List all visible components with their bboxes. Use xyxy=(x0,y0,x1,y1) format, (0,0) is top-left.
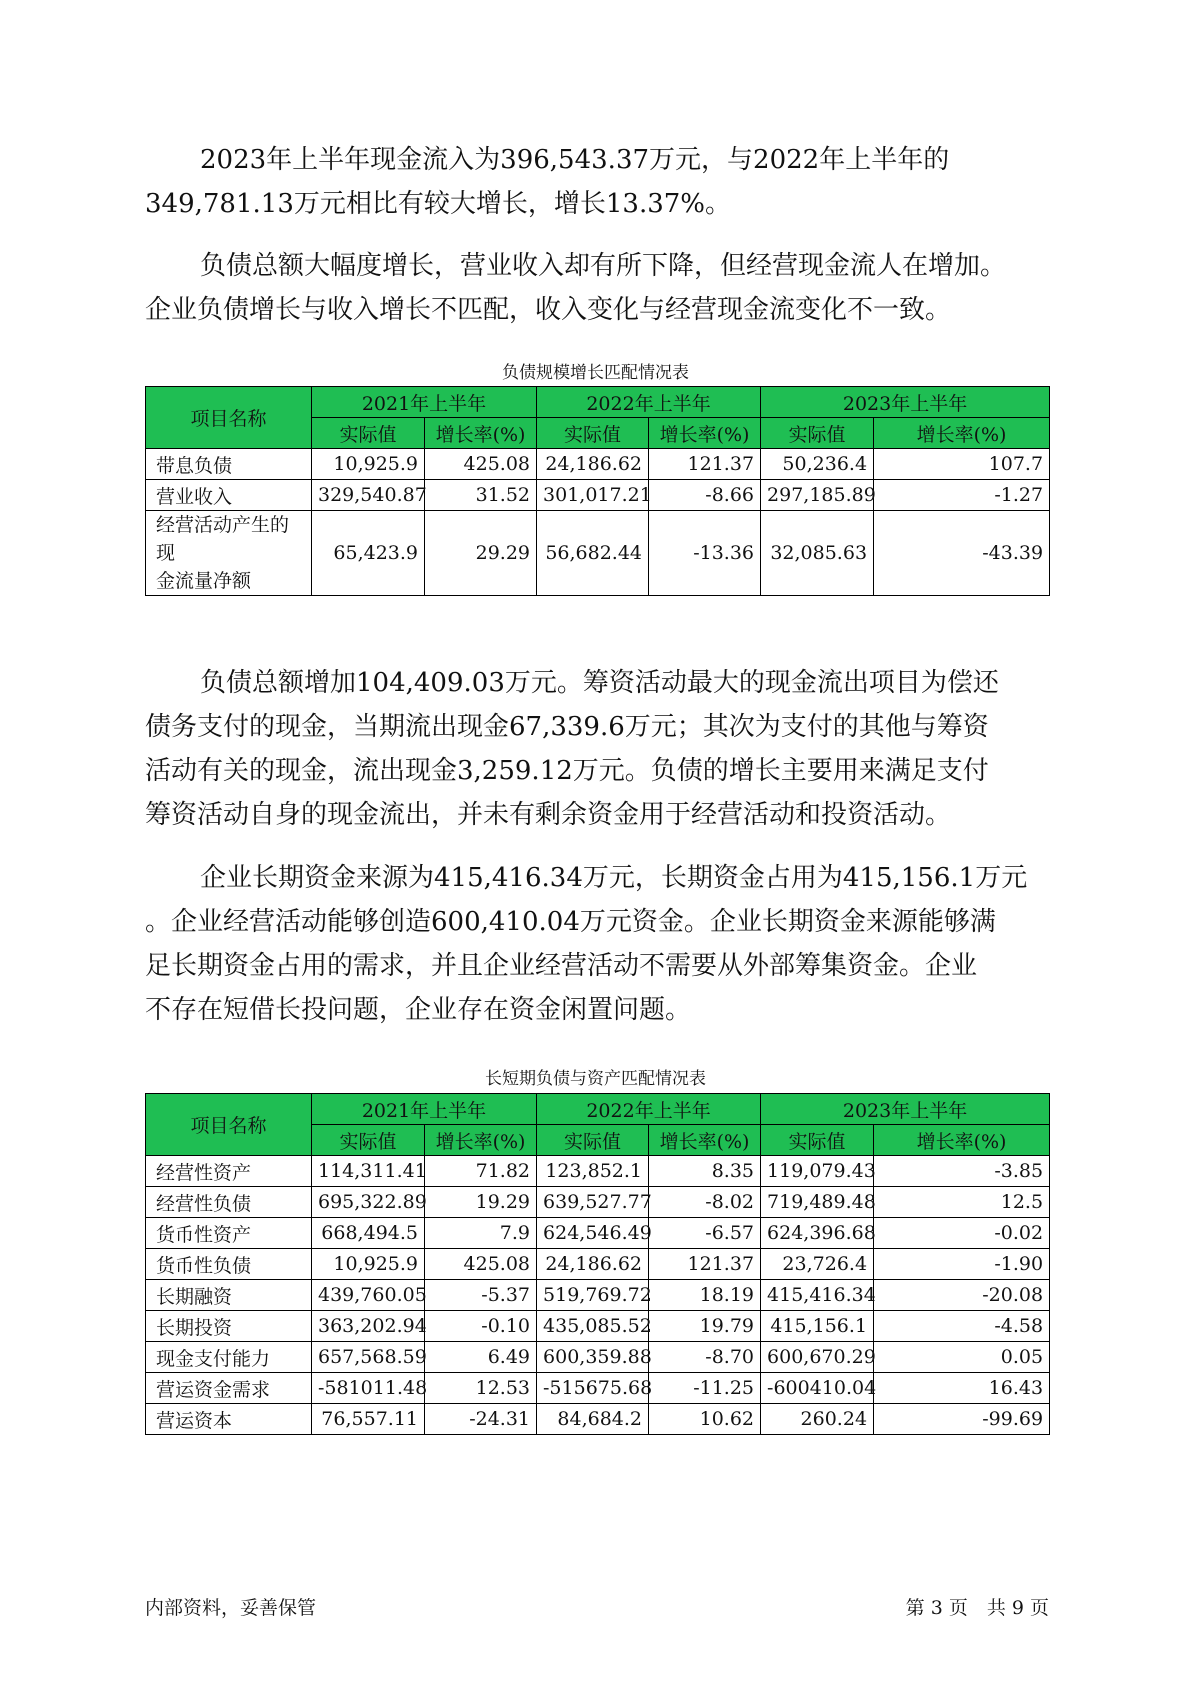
cell-value: 600,359.88 xyxy=(537,1342,649,1373)
header-actual: 实际值 xyxy=(537,1125,649,1156)
cell-value: 329,540.87 xyxy=(312,480,425,511)
table-row xyxy=(146,1311,1050,1342)
cell-value: -11.25 xyxy=(649,1373,761,1404)
paragraph-line: 活动有关的现金，流出现金3,259.12万元。负债的增长主要用来满足支付 xyxy=(145,756,989,786)
cell-value: 24,186.62 xyxy=(537,1249,649,1280)
cell-value: 695,322.89 xyxy=(312,1187,425,1218)
table2-caption: 长短期负债与资产匹配情况表 xyxy=(485,1069,706,1089)
cell-value: 415,156.1 xyxy=(761,1311,874,1342)
header-growth: 增长率(%) xyxy=(874,418,1050,449)
table-row xyxy=(146,449,1050,480)
paragraph-cash-inflow xyxy=(145,138,1065,226)
cell-value: 123,852.1 xyxy=(537,1156,649,1187)
table-row xyxy=(146,1373,1050,1404)
footer-confidential-note: 内部资料，妥善保管 xyxy=(145,1597,317,1619)
cell-value: 719,489.48 xyxy=(761,1187,874,1218)
header-actual: 实际值 xyxy=(761,1125,874,1156)
cell-value: 519,769.72 xyxy=(537,1280,649,1311)
header-growth: 增长率(%) xyxy=(425,1125,537,1156)
row-label: 营运资金需求 xyxy=(146,1373,312,1404)
paragraph-line: 349,781.13万元相比有较大增长，增长13.37%。 xyxy=(145,189,732,219)
header-growth: 增长率(%) xyxy=(649,1125,761,1156)
cell-value: 19.79 xyxy=(649,1311,761,1342)
cell-value: 425.08 xyxy=(425,449,537,480)
cell-value: -0.02 xyxy=(874,1218,1050,1249)
cell-value: -8.70 xyxy=(649,1342,761,1373)
cell-value: -24.31 xyxy=(425,1404,537,1435)
row-label: 货币性负债 xyxy=(146,1249,312,1280)
cell-value: 114,311.41 xyxy=(312,1156,425,1187)
cell-value: -8.66 xyxy=(649,480,761,511)
cell-value: 12.53 xyxy=(425,1373,537,1404)
row-label: 货币性资产 xyxy=(146,1218,312,1249)
row-label-line: 经营活动产生的现 xyxy=(156,514,290,564)
cell-value: -43.39 xyxy=(874,511,1050,596)
header-period: 2021年上半年 xyxy=(312,1094,537,1125)
row-label: 现金支付能力 xyxy=(146,1342,312,1373)
row-label: 经营性资产 xyxy=(146,1156,312,1187)
cell-value: 119,079.43 xyxy=(761,1156,874,1187)
table-row xyxy=(146,1156,1050,1187)
header-item-name: 项目名称 xyxy=(146,1094,312,1156)
cell-value: -5.37 xyxy=(425,1280,537,1311)
cell-value: 121.37 xyxy=(649,449,761,480)
table-row xyxy=(146,1218,1050,1249)
row-label: 营运资本 xyxy=(146,1404,312,1435)
cell-value: 84,684.2 xyxy=(537,1404,649,1435)
paragraph-line: 企业长期资金来源为415,416.34万元，长期资金占用为415,156.1万元 xyxy=(200,863,1028,893)
row-label xyxy=(146,511,312,596)
header-period: 2023年上半年 xyxy=(761,1094,1050,1125)
footer-page-number: 第 3 页 共 9 页 xyxy=(905,1597,1049,1619)
paragraph-line: 不存在短借长投问题，企业存在资金闲置问题。 xyxy=(145,995,692,1025)
cell-value: 415,416.34 xyxy=(761,1280,874,1311)
cell-value: 6.49 xyxy=(425,1342,537,1373)
cell-value: 10.62 xyxy=(649,1404,761,1435)
cell-value: 65,423.9 xyxy=(312,511,425,596)
row-label: 长期融资 xyxy=(146,1280,312,1311)
cell-value: -0.10 xyxy=(425,1311,537,1342)
cell-value: 668,494.5 xyxy=(312,1218,425,1249)
header-actual: 实际值 xyxy=(761,418,874,449)
cell-value: 56,682.44 xyxy=(537,511,649,596)
cell-value: 301,017.21 xyxy=(537,480,649,511)
cell-value: 624,396.68 xyxy=(761,1218,874,1249)
paragraph-line: 足长期资金占用的需求，并且企业经营活动不需要从外部筹集资金。企业 xyxy=(145,951,978,981)
paragraph-line: 负债总额增加104,409.03万元。筹资活动最大的现金流出项目为偿还 xyxy=(200,668,999,698)
table-row xyxy=(146,1342,1050,1373)
cell-value: -99.69 xyxy=(874,1404,1050,1435)
row-label: 带息负债 xyxy=(146,449,312,480)
cell-value: 76,557.11 xyxy=(312,1404,425,1435)
cell-value: 260.24 xyxy=(761,1404,874,1435)
paragraph-line: 2023年上半年现金流入为396,543.37万元，与2022年上半年的 xyxy=(200,145,950,175)
cell-value: 12.5 xyxy=(874,1187,1050,1218)
debt-growth-match-table xyxy=(145,386,1050,596)
cell-value: 435,085.52 xyxy=(537,1311,649,1342)
header-actual: 实际值 xyxy=(312,1125,425,1156)
cell-value: -600410.04 xyxy=(761,1373,874,1404)
paragraph-debt-growth xyxy=(145,244,1065,332)
header-growth: 增长率(%) xyxy=(649,418,761,449)
row-label: 营业收入 xyxy=(146,480,312,511)
cell-value: 425.08 xyxy=(425,1249,537,1280)
cell-value: -20.08 xyxy=(874,1280,1050,1311)
cell-value: 16.43 xyxy=(874,1373,1050,1404)
paragraph-line: 负债总额大幅度增长，营业收入却有所下降，但经营现金流人在增加。 xyxy=(200,251,1007,281)
cell-value: 600,670.29 xyxy=(761,1342,874,1373)
cell-value: -4.58 xyxy=(874,1311,1050,1342)
paragraph-line: 筹资活动自身的现金流出，并未有剩余资金用于经营活动和投资活动。 xyxy=(145,800,952,830)
cell-value: 29.29 xyxy=(425,511,537,596)
cell-value: 639,527.77 xyxy=(537,1187,649,1218)
cell-value: 297,185.89 xyxy=(761,480,874,511)
cell-value: 31.52 xyxy=(425,480,537,511)
paragraph-line: 。企业经营活动能够创造600,410.04万元资金。企业长期资金来源能够满 xyxy=(145,907,996,937)
header-actual: 实际值 xyxy=(537,418,649,449)
header-item-name: 项目名称 xyxy=(146,387,312,449)
cell-value: 121.37 xyxy=(649,1249,761,1280)
header-period: 2022年上半年 xyxy=(537,387,761,418)
cell-value: -13.36 xyxy=(649,511,761,596)
cell-value: -515675.68 xyxy=(537,1373,649,1404)
long-short-debt-asset-match-table xyxy=(145,1093,1050,1435)
row-label-line: 金流量净额 xyxy=(156,570,252,592)
cell-value: 24,186.62 xyxy=(537,449,649,480)
table-row xyxy=(146,1280,1050,1311)
header-actual: 实际值 xyxy=(312,418,425,449)
header-period: 2021年上半年 xyxy=(312,387,537,418)
cell-value: 50,236.4 xyxy=(761,449,874,480)
header-period: 2023年上半年 xyxy=(761,387,1050,418)
cell-value: 71.82 xyxy=(425,1156,537,1187)
row-label: 经营性负债 xyxy=(146,1187,312,1218)
cell-value: 624,546.49 xyxy=(537,1218,649,1249)
cell-value: 657,568.59 xyxy=(312,1342,425,1373)
cell-value: -581011.48 xyxy=(312,1373,425,1404)
cell-value: 107.7 xyxy=(874,449,1050,480)
cell-value: 7.9 xyxy=(425,1218,537,1249)
table-row xyxy=(146,1249,1050,1280)
table-row xyxy=(146,1187,1050,1218)
cell-value: 363,202.94 xyxy=(312,1311,425,1342)
paragraph-long-term-funds xyxy=(145,856,1065,1032)
table-row xyxy=(146,480,1050,511)
cell-value: 0.05 xyxy=(874,1342,1050,1373)
cell-value: 10,925.9 xyxy=(312,449,425,480)
header-growth: 增长率(%) xyxy=(425,418,537,449)
table1-caption: 负债规模增长匹配情况表 xyxy=(502,363,689,383)
header-period: 2022年上半年 xyxy=(537,1094,761,1125)
cell-value: 32,085.63 xyxy=(761,511,874,596)
cell-value: -1.27 xyxy=(874,480,1050,511)
cell-value: -8.02 xyxy=(649,1187,761,1218)
row-label: 长期投资 xyxy=(146,1311,312,1342)
cell-value: 18.19 xyxy=(649,1280,761,1311)
cell-value: 23,726.4 xyxy=(761,1249,874,1280)
cell-value: 439,760.05 xyxy=(312,1280,425,1311)
cell-value: -6.57 xyxy=(649,1218,761,1249)
table-row xyxy=(146,1404,1050,1435)
paragraph-financing-cash xyxy=(145,661,1065,837)
cell-value: -3.85 xyxy=(874,1156,1050,1187)
cell-value: 8.35 xyxy=(649,1156,761,1187)
cell-value: -1.90 xyxy=(874,1249,1050,1280)
paragraph-line: 债务支付的现金，当期流出现金67,339.6万元；其次为支付的其他与筹资 xyxy=(145,712,989,742)
cell-value: 10,925.9 xyxy=(312,1249,425,1280)
table-row xyxy=(146,511,1050,596)
cell-value: 19.29 xyxy=(425,1187,537,1218)
paragraph-line: 企业负债增长与收入增长不匹配，收入变化与经营现金流变化不一致。 xyxy=(145,295,952,325)
header-growth: 增长率(%) xyxy=(874,1125,1050,1156)
